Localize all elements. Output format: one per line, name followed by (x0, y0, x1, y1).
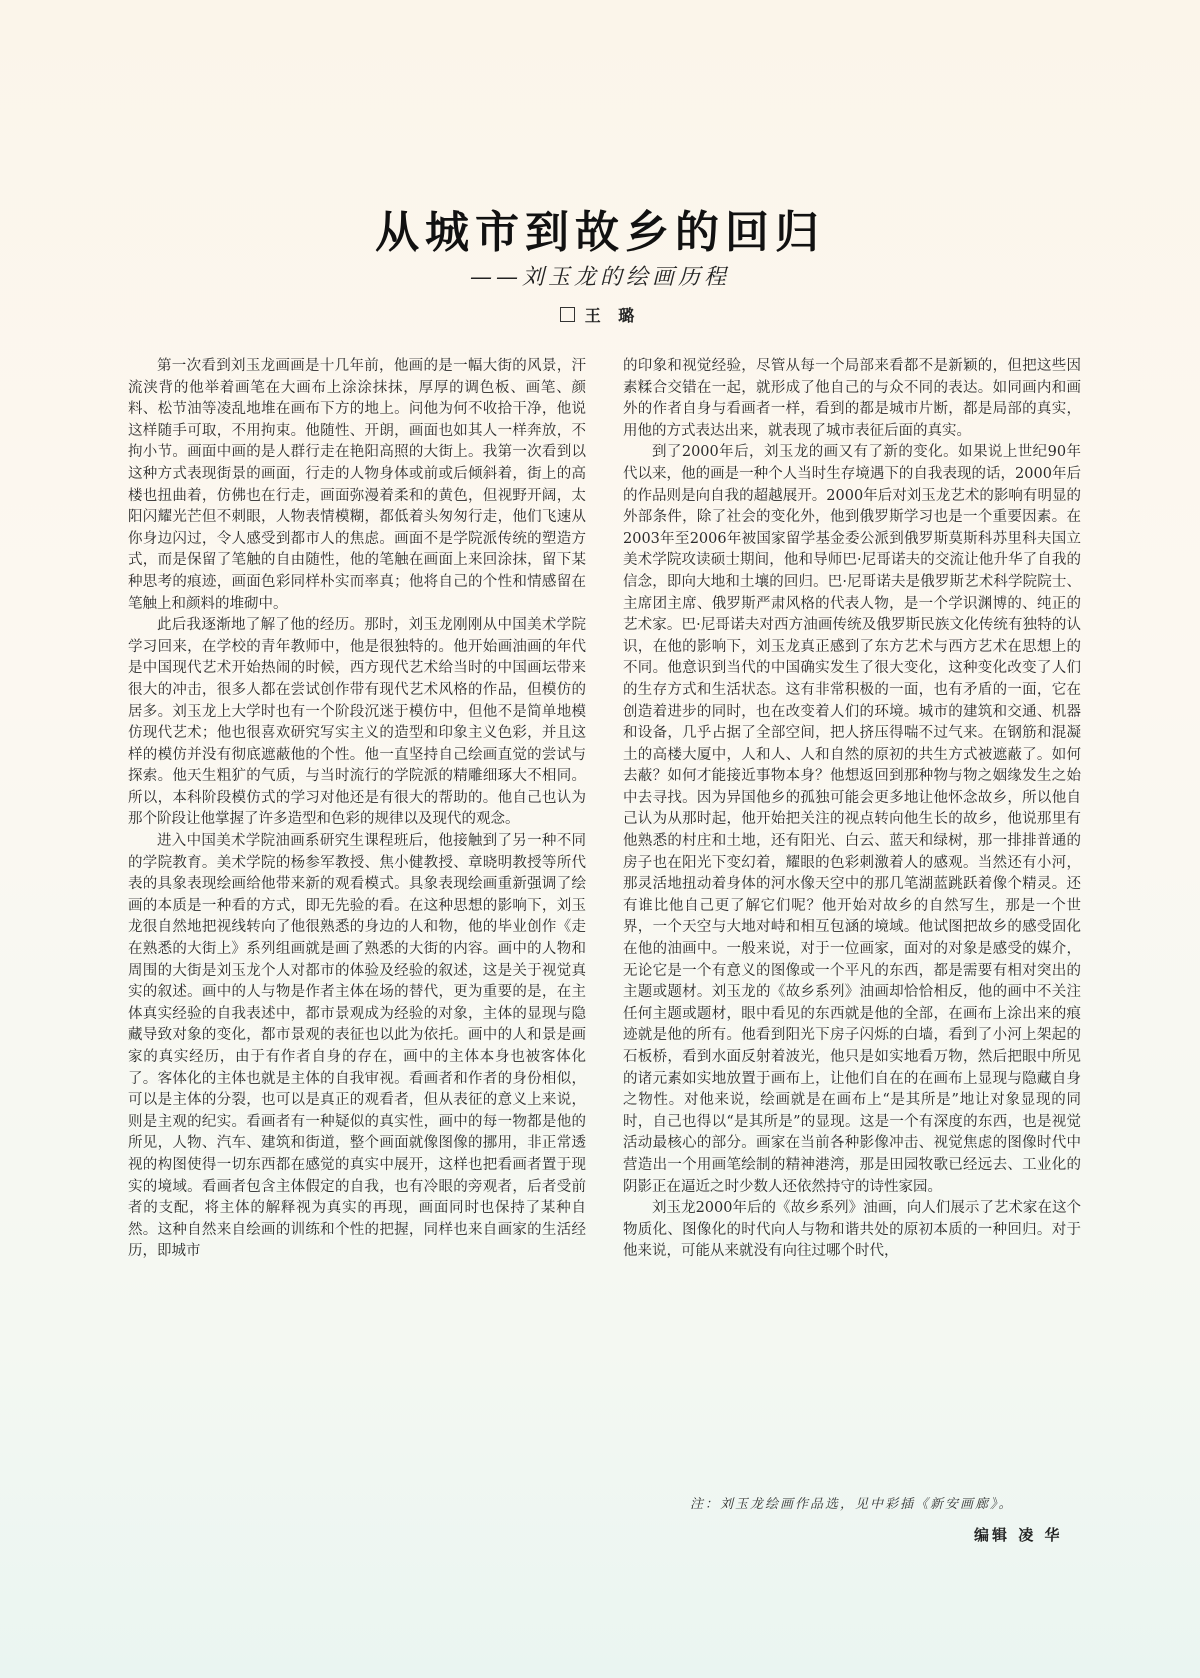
left-column (128, 356, 586, 1486)
paragraph: 到了2000年后，刘玉龙的画又有了新的变化。如果说上世纪90年代以来，他的画是一种个人当时生存境遇下的自我表现的话，2000年后的作品则是向自我的超越展开。2000年后对刘玉龙艺术的影响有明显的外部条件，除了社会的变化外，他到俄罗斯学习也是一个重要因素。在2003年至2006年被国家留学基金委公派到俄罗斯莫斯科苏里科夫国立美术学院攻读硕士期间，他和导师巴·尼哥诺夫的交流让他升华了自我的信念，即向大地和土壤的回归。巴·尼哥诺夫是俄罗斯艺术科学院院士、主席团主席、俄罗斯严肃风格的代表人物，是一个学识渊博的、纯正的艺术家。巴·尼哥诺夫对西方油画传统及俄罗斯民族文化传统有独特的认识，在他的影响下，刘玉龙真正感到了东方艺术与西方艺术在思想上的不同。他意识到当代的中国确实发生了很大变化，这种变化改变了人们的生存方式和生活状态。这有非常积极的一面，也有矛盾的一面，它在创造着进步的同时，也在改变着人们的环境。城市的建筑和交通、机器和设备，几乎占据了全部空间，把人挤压得喘不过气来。在钢筋和混凝土的高楼大厦中，人和人、人和自然的原初的共生方式被遮蔽了。如何去蔽？如何才能接近事物本身？他想返回到那种物与物之姻缘发生之始中去寻找。因为异国他乡的孤独可能会更多地让他怀念故乡，所以他自己认为从那时起，他开始把关注的视点转向他生长的故乡，他说那里有他熟悉的村庄和土地，还有阳光、白云、蓝天和绿树，那一排排普通的房子也在阳光下变幻着，耀眼的色彩刺激着人的感观。当然还有小河，那灵活地扭动着身体的河水像天空中的那几笔湖蓝跳跃着像个精灵。还有谁比他自己更了解它们呢？他开始对故乡的自然写生，那是一个世界，一个天空与大地对峙和相互包涵的境域。他试图把故乡的感受固化在他的油画中。一般来说，对于一位画家，面对的对象是感受的媒介，无论它是一个有意义的图像或一个平凡的东西，都是需要有相对突出的主题或题材。刘玉龙的《故乡系列》油画却恰恰相反，他的画中不关注任何主题或题材，眼中看见的东西就是他的全部，在画布上涂出来的痕迹就是他的所有。他看到阳光下房子闪烁的白墙，看到了小河上架起的石板桥，看到水面反射着波光，他只是如实地看万物，然后把眼中所见的诸元素如实地放置于画布上，让他们自在的在画布上显现与隐藏自身之物性。对他来说，绘画就是在画布上“是其所是”地让对象显现的同时，自己也得以“是其所是”的显现。这是一个有深度的东西，也是视觉活动最核心的部分。画家在当前各种影像冲击、视觉焦虑的图像时代中营造出一个用画笔绘制的精神港湾，那是田园牧歌已经远去、工业化的阴影正在逼近之时少数人还依然持守的诗性家园。 (623, 444, 1081, 1195)
paragraph: 进入中国美术学院油画系研究生课程班后，他接触到了另一种不同的学院教育。美术学院的杨参军教授、焦小健教授、章晓明教授等所代表的具象表现绘画给他带来新的观看模式。具象表现绘画重新强调了绘画的本质是一种看的方式，即无先验的看。在这种思想的影响下，刘玉龙很自然地把视线转向了他很熟悉的身边的人和物，他的毕业创作《走在熟悉的大街上》系列组画就是画了熟悉的大街的内容。画中的人物和周围的大街是刘玉龙个人对都市的体验及经验的叙述，这是关于视觉真实的叙述。画中的人与物是作者主体在场的替代，更为重要的是，在主体真实经验的自我表述中，都市景观成为经验的对象，主体的显现与隐藏导致对象的变化，都市景观的表征也以此为依托。画中的人和景是画家的真实经历，由于有作者自身的存在，画中的主体本身也被客体化了。客体化的主体也就是主体的自我审视。看画者和作者的身份相似，可以是主体的分裂，也可以是真正的观看者，但从表征的意义上来说，则是主观的纪实。看画者有一种疑似的真实性，画中的每一物都是他的所见，人物、汽车、建筑和街道，整个画面就像图像的挪用，非正常透视的构图使得一切东西都在感觉的真实中展开，这样也把看画者置于现实的境域。看画者包含主体假定的自我，也有冷眼的旁观者，后者受前者的支配，将主体的解释视为真实的再现，画面同时也保持了某种自然。这种自然来自绘画的训练和个性的把握，同样也来自画家的生活经历，即城市 (128, 833, 586, 1260)
paragraph: 此后我逐渐地了解了他的经历。那时，刘玉龙刚刚从中国美术学院学习回来，在学校的青年教师中，他是很独特的。他开始画油画的年代是中国现代艺术开始热闹的时候，西方现代艺术给当时的中国画坛带来很大的冲击，很多人都在尝试创作带有现代艺术风格的作品，但模仿的居多。刘玉龙上大学时也有一个阶段沉迷于模仿中，但他不是简单地模仿现代艺术；他也很喜欢研究写实主义的造型和印象主义色彩，并且这样的模仿并没有彻底遮蔽他的个性。他一直坚持自己绘画直觉的尝试与探索。他天生粗犷的气质，与当时流行的学院派的精雕细琢大不相同。所以，本科阶段模仿式的学习对他还是有很大的帮助的。他自己也认为那个阶段让他掌握了许多造型和色彩的规律以及现代的观念。 (128, 617, 586, 828)
author-name: 王 璐 (584, 306, 641, 325)
right-column (623, 356, 1081, 1486)
article-subtitle: ——刘玉龙的绘画历程 (469, 265, 730, 290)
square-icon (560, 307, 575, 322)
editor-credit: 编辑 凌 华 (974, 1526, 1063, 1544)
footnote: 注：刘玉龙绘画作品选，见中彩插《新安画廊》。 (690, 1497, 1014, 1512)
paragraph: 的印象和视觉经验，尽管从每一个局部来看都不是新颖的，但把这些因素糅合交错在一起，就形成了他自己的与众不同的表达。如同画内和画外的作者自身与看画者一样，看到的都是城市片断，都是局部的真实，用他的方式表达出来，就表现了城市表征后面的真实。 (623, 358, 1081, 439)
paragraph: 刘玉龙2000年后的《故乡系列》油画，向人们展示了艺术家在这个物质化、图像化的时代向人与物和谐共处的原初本质的一种回归。对于他来说，可能从来就没有向往过哪个时代， (623, 1200, 1081, 1260)
article-title: 从城市到故乡的回归 (375, 207, 825, 258)
paragraph: 第一次看到刘玉龙画画是十几年前，他画的是一幅大街的风景，汗流浃背的他举着画笔在大画布上涂涂抹抹，厚厚的调色板、画笔、颜料、松节油等凌乱地堆在画布下方的地上。问他为何不收拾干净，他说这样随手可取，不用拘束。他随性、开朗，画面也如其人一样奔放，不拘小节。画面中画的是人群行走在艳阳高照的大街上。我第一次看到以这种方式表现街景的画面，行走的人物身体或前或后倾斜着，街上的高楼也扭曲着，仿佛也在行走，画面弥漫着柔和的黄色，但视野开阔，太阳闪耀光芒但不刺眼，人物表情模糊，都低着头匆匆行走，他们飞速从你身边闪过，令人感受到都市人的焦虑。画面不是学院派传统的塑造方式，而是保留了笔触的自由随性，他的笔触在画面上来回涂抹，留下某种思考的痕迹，画面色彩同样朴实而率真；他将自己的个性和情感留在笔触上和颜料的堆砌中。 (128, 358, 586, 612)
article-author (0, 303, 1200, 326)
